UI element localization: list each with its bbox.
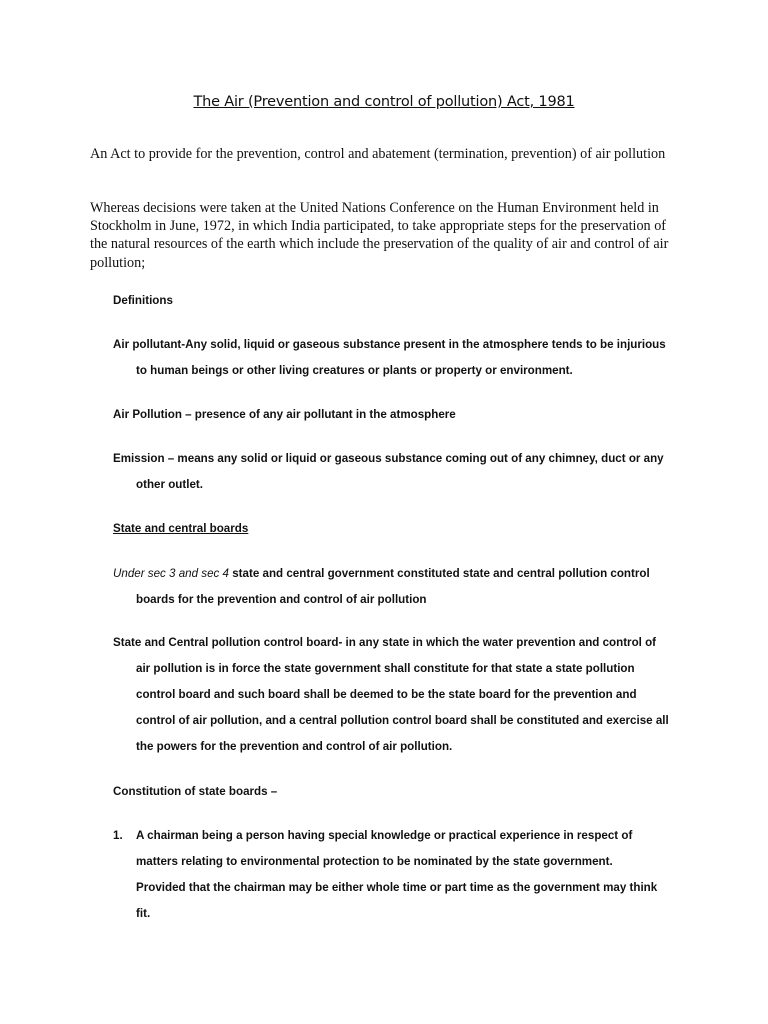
list-item-text: A chairman being a person having special knowledge or practical experience in respect of [136,829,633,842]
paragraph-text: state and central government constituted state and central pollution control [229,567,650,580]
definition-continuation: air pollution is in force the state government shall constitute for that state a state pollution [136,662,635,675]
whereas-paragraph: Whereas decisions were taken at the United Nations Conference on the Human Environment held in Stockholm in June, 1972, in which India participated, to take appropriate steps for the preservation of the natural resources of the earth which include the preservation of the quality of air and control of air pollution; [90,200,669,271]
list-item-number: 1. [113,829,123,842]
intro-paragraph: An Act to provide for the prevention, control and abatement (termination, prevention) of air pollution [90,146,666,162]
term-state-central-board: State and Central pollution control board [113,636,339,649]
state-central-boards-heading: State and central boards [113,522,249,535]
list-item-text: matters relating to environmental protection to be nominated by the state government. [136,855,613,868]
term-emission: Emission [113,452,165,465]
definition-continuation: control board and such board shall be deemed to be the state board for the prevention and [136,688,637,701]
definition-text: – presence of any air pollutant in the atmosphere [181,408,456,421]
constitution-heading: Constitution of state boards – [113,785,278,798]
definition-text: - in any state in which the water prevention and control of [338,636,657,649]
section-reference: Under sec 3 and sec 4 [113,567,230,580]
under-sec-paragraph [113,561,693,613]
definition-continuation: control of air pollution, and a central pollution control board shall be constituted and exercise all [136,714,669,727]
definition-text: – means any solid or liquid or gaseous substance coming out of any chimney, duct or any [164,452,664,465]
definition-text: -Any solid, liquid or gaseous substance present in the atmosphere tends to be injurious [181,338,666,351]
definition-emission [113,446,693,498]
definition-continuation: to human beings or other living creatures or plants or property or environment. [136,364,573,377]
term-air-pollutant: Air pollutant [113,338,182,351]
paragraph-continuation: boards for the prevention and control of air pollution [136,593,427,606]
definitions-heading: Definitions [113,294,173,307]
document-title: The Air (Prevention and control of pollution) Act, 1981 [193,94,575,110]
definition-continuation: the powers for the prevention and control of air pollution. [136,740,453,753]
definition-air-pollutant [113,332,693,384]
definition-state-central-board [113,630,693,760]
list-item [113,823,693,927]
definition-air-pollution [113,402,693,428]
list-item-text: fit. [136,907,151,920]
definition-continuation: other outlet. [136,478,203,491]
term-air-pollution: Air Pollution [113,408,182,421]
list-item-text: Provided that the chairman may be either whole time or part time as the government may think [136,881,658,894]
